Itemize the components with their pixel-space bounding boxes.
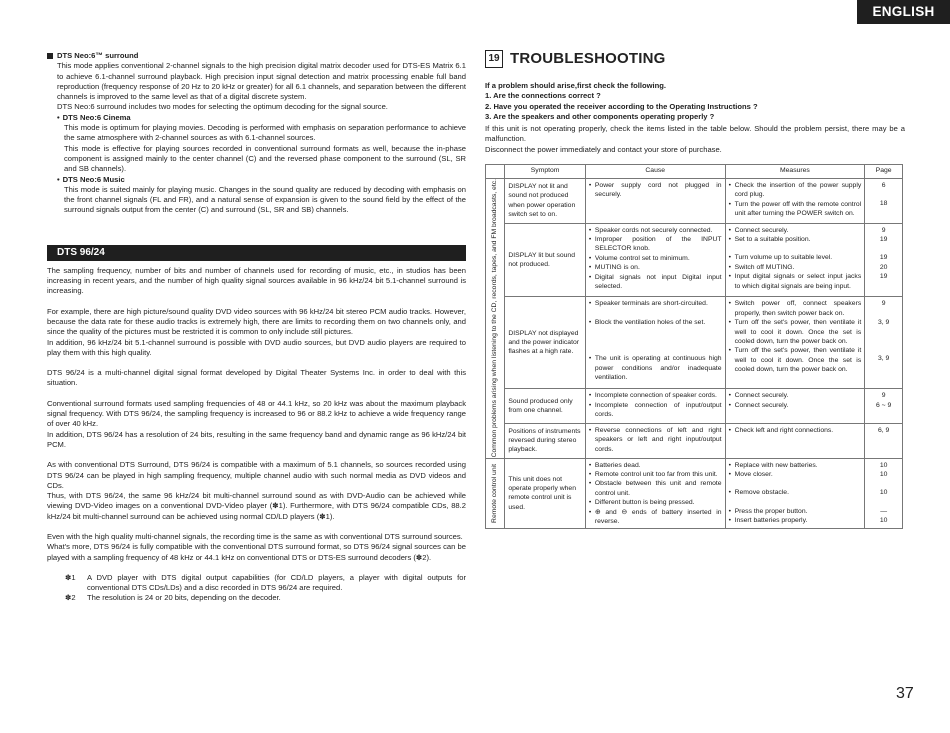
cinema-paragraph: This mode is effective for playing sources recorded in conventional surround formats as well, because the in-phase component is assigned mainly to the center channel (C) and the reversed phase component to the surround (SL, SR and SB channels). (64, 143, 466, 174)
cause-cell (585, 423, 725, 458)
cause-item: • Digital signals not input Digital input selected. (589, 273, 722, 292)
dts-paragraph: As with conventional DTS Surround, DTS 96/24 is compatible with a maximum of 5.1 channels, so sources recorded using DTS 96/24 can be played in high sampling frequency, multiple channel audio with such normal media as DVD videos and CDs. (47, 460, 466, 490)
dts-paragraph: Even with the high quality multi-channel signals, the recording time is the same as with conventional DTS surround sources. (47, 531, 463, 541)
table-header-row (486, 165, 903, 179)
footnote-mark: ✽2 (65, 593, 76, 603)
ts-paragraph: Disconnect the power immediately and contact your store of purchase. (485, 144, 722, 154)
page-cell (865, 389, 903, 424)
cause-item: • Volume control set to minimum. (589, 254, 722, 263)
page-ref: 6 ~ 9 (875, 401, 892, 409)
neo6-music-heading: • DTS Neo:6 Music (57, 174, 125, 184)
cause-item: • MUTING is on. (589, 263, 722, 272)
cause-cell (585, 297, 725, 389)
measures-cell (725, 389, 865, 424)
page-ref: 9 (881, 392, 886, 400)
neo6-title: DTS Neo:6™ surround (57, 51, 139, 60)
cinema-paragraph: This mode is optimum for playing movies. Decoding is performed with emphasis on separation performance to achieve the same atmosphere with 2-channel sources as with 6.1-channel sources. (64, 123, 466, 143)
footnote-text: The resolution is 24 or 20 bits, depending on the decoder. (87, 593, 281, 603)
dts-paragraph: What's more, DTS 96/24 is fully compatible with the conventional DTS surround format, so DTS 96/24 signal sources can be played with a sampling frequency of 48 kHz or 44.1 kHz on conventional DTS or DTS-ES surround decoders (✽2). (47, 542, 466, 562)
cause-item: • Improper position of the INPUT SELECTOR knob. (589, 235, 722, 254)
check-intro: If a problem should arise,first check the following. (485, 81, 667, 90)
measures-cell (725, 297, 865, 389)
measure-item: • Turn the power off with the remote control unit after turning the POWER switch on. (729, 200, 862, 219)
table-row (486, 458, 903, 529)
measure-item: • Connect securely. (729, 226, 862, 235)
measures-cell (725, 458, 865, 529)
measure-item: • Set to a suitable position. (729, 235, 862, 244)
neo6-paragraph: DTS Neo:6 surround includes two modes for selecting the optimum decoding for the signal source. (57, 102, 388, 112)
cause-cell (585, 223, 725, 297)
cause-cell (585, 179, 725, 223)
table-header-page: Page (865, 165, 903, 179)
cause-item: • Speaker terminals are short-circuited. (589, 299, 722, 308)
dts-paragraph: In addition, DTS 96/24 has a resolution of 24 bits, resulting in the same frequency band and dynamic range as 96 kHz/24 bit PCM. (47, 429, 466, 449)
group-label: Common problems arising when listening to the CD, records, tapes, and FM broadcasts, etc. (491, 179, 499, 458)
dts-paragraph: For example, there are high picture/sound quality DVD video sources with 96 kHz/24 bit stereo PCM audio tracks. However, because the data rate for these audio tracks is extremely high, there are limits to recording them on two channels only, and since the quality of the pictures must be restricted it is common to only include still pictures. (47, 306, 466, 337)
troubleshooting-title: TROUBLESHOOTING (510, 49, 666, 67)
page-ref: 19 (879, 254, 888, 262)
table-header-cause: Cause (585, 165, 725, 179)
cause-item: • Block the ventilation holes of the set. (589, 318, 722, 327)
table-header-measures: Measures (725, 165, 865, 179)
table-header-blank (486, 165, 505, 179)
check-item: 2. Have you operated the receiver according to the Operating Instructions ? (485, 101, 758, 111)
measure-item: • Connect securely. (729, 391, 862, 400)
dts-paragraph: The sampling frequency, number of bits and number of channels used for recording of music, etc., in studios has been increasing in recent years, and the number of high quality signal sources available in 96 kHz/24 bit 5.1-channel surround is increasing. (47, 265, 466, 296)
language-tab: ENGLISH (857, 0, 950, 24)
table-row (486, 223, 903, 297)
measure-item: • Turn off the set's power, then ventilate it well to cool it down. Once the set is cooled down, turn the power back on. (729, 346, 862, 374)
check-item: 1. Are the connections correct ? (485, 91, 601, 101)
table-row (486, 179, 903, 223)
page-number: 37 (896, 685, 914, 702)
cause-item: • Incomplete connection of input/output cords. (589, 401, 722, 420)
dts-paragraph: Thus, with DTS 96/24, the same 96 kHz/24 bit multi-channel surround sound as with DVD-Audio can be achieved while viewing DVD-Video images on a conventional DVD-Video player (✽1). Furthermore, with DTS 96/24 compatible CDs, 88.2 kHz/24 bit multi-channel surround can be achieved using normal CD/LD players (✽1). (47, 491, 466, 521)
cause-cell (585, 389, 725, 424)
neo6-paragraph: This mode applies conventional 2-channel signals to the high precision digital matrix decoder used for DTS-ES Matrix 6.1 to achieve 6.1-channel surround playback. High precision input signal detection and matrix processing enable full band reproduction (frequency response of 20 Hz to 20 kHz or greater) for all 6.1 channels, and separation between the different channels is improved to the same level as that of a digital discrete system. (57, 61, 466, 102)
page-ref: 3, 9 (877, 318, 890, 326)
measure-item: • Turn off the set's power, then ventilate it well to cool it down. Once the set is cooled down, turn the power back on. (729, 318, 862, 346)
page-ref: 6 (881, 182, 886, 190)
measure-item: • Move closer. (729, 470, 862, 479)
page-ref: 19 (879, 235, 888, 243)
page-cell (865, 179, 903, 223)
group-label: Remote control unit (491, 463, 499, 523)
table-row (486, 423, 903, 458)
symptom-cell: Sound produced only from one channel. (505, 389, 586, 424)
page-ref: 10 (879, 517, 888, 525)
footnote-mark: ✽1 (65, 572, 76, 582)
symptom-cell: DISPLAY not lit and sound not produced when power operation switch set to on. (505, 179, 586, 223)
cause-cell (585, 458, 725, 529)
cause-item: • Speaker cords not securely connected. (589, 226, 722, 235)
cause-item: • Reverse connections of left and right speakers or left and right input/output cords. (589, 426, 722, 454)
cause-item: • ⊕ and ⊖ ends of battery inserted in reverse. (589, 508, 722, 527)
right-column (485, 50, 905, 529)
dts9624-section-bar: DTS 96/24 (47, 245, 466, 261)
page-ref: 9 (881, 300, 886, 308)
measure-item: • Check the insertion of the power supply cord plug. (729, 181, 862, 200)
page-ref: 6, 9 (877, 426, 890, 434)
measure-item: • Insert batteries properly. (729, 516, 862, 525)
page-cell (865, 458, 903, 529)
footnote-text: A DVD player with DTS digital output capabilities (for CD/LD players, a player with digital outputs for conventional DTS CDs/LDs) and a disc recorded in DTS 96/24 are required. (87, 572, 466, 593)
page-cell (865, 297, 903, 389)
page-ref: 10 (879, 470, 888, 478)
table-header-symptom: Symptom (505, 165, 586, 179)
dts-paragraph: DTS 96/24 is a multi-channel digital signal format developed by Digital Theater Systems Inc. in order to deal with this situation. (47, 368, 466, 388)
measure-item: • Remove obstacle. (729, 488, 862, 497)
page-cell (865, 223, 903, 297)
page-ref: 10 (879, 489, 888, 497)
measure-item: • Input digital signals or select input jacks to which digital signals are being input. (729, 272, 862, 291)
page-ref: — (880, 507, 888, 515)
cause-item: • Different button is being pressed. (589, 498, 722, 507)
left-column (47, 51, 466, 604)
footnote (47, 593, 466, 603)
music-paragraph: This mode is suited mainly for playing music. Changes in the sound quality are reduced by decoding with emphasis on the front channel signals (FL and FR), and a natural sense of expansion is given to the sound field by the effect of the surround signals output from the center (C) and surround (SL, SR and SB) channels. (64, 184, 466, 215)
footnote (47, 573, 466, 594)
cause-item: • Power supply cord not plugged in securely. (589, 181, 722, 200)
page-ref: 18 (879, 200, 888, 208)
table-row (486, 389, 903, 424)
measure-item: • Connect securely. (729, 401, 862, 410)
cause-item: • The unit is operating at continuous high power conditions and/or inadequate ventilation. (589, 354, 722, 382)
check-item: 3. Are the speakers and other components operating properly ? (485, 111, 715, 121)
symptom-cell: DISPLAY lit but sound not produced. (505, 223, 586, 297)
cause-item: • Incomplete connection of speaker cords. (589, 391, 722, 400)
neo6-heading (47, 51, 466, 61)
measures-cell (725, 223, 865, 297)
measure-item: • Switch power off, connect speakers properly, then switch power back on. (729, 299, 862, 318)
measure-item: • Press the proper button. (729, 507, 862, 516)
neo6-cinema-title: DTS Neo:6 Cinema (62, 112, 131, 122)
cause-item: • Obstacle between this unit and remote control unit. (589, 479, 722, 498)
troubleshooting-heading (485, 50, 905, 68)
section-number-box: 19 (485, 50, 503, 68)
page-ref: 19 (879, 273, 888, 281)
measure-item: • Replace with new batteries. (729, 461, 862, 470)
table-row (486, 297, 903, 389)
neo6-cinema-heading: • DTS Neo:6 Cinema (57, 112, 131, 122)
square-bullet-icon (47, 53, 53, 59)
symptom-cell: Positions of instruments reversed during stereo playback. (505, 423, 586, 458)
page-ref: 3, 9 (877, 355, 890, 363)
measure-item: • Check left and right connections. (729, 426, 862, 435)
measure-item: • Turn volume up to suitable level. (729, 253, 862, 262)
dts-paragraph: Conventional surround formats used sampling frequencies of 48 or 44.1 kHz, so 20 kHz was about the maximum playback signal frequency. With DTS 96/24, the sampling frequency is increased to 96 or 88.2 kHz to achieve a wide frequency range of over 40 kHz. (47, 398, 466, 429)
group-label-cell (486, 458, 505, 529)
page-ref: 20 (879, 263, 888, 271)
cause-item: • Batteries dead. (589, 461, 722, 470)
symptom-cell: This unit does not operate properly when remote control unit is used. (505, 458, 586, 529)
measures-cell (725, 423, 865, 458)
troubleshooting-table (485, 164, 903, 529)
symptom-cell: DISPLAY not displayed and the power indicator flashes at a high rate. (505, 297, 586, 389)
dts-paragraph: In addition, 96 kHz/24 bit 5.1-channel surround is possible with DVD audio sources, but DVD audio players are required to play them with this high quality. (47, 337, 466, 357)
group-label-cell (486, 179, 505, 458)
page-ref: 9 (881, 226, 886, 234)
cause-item: • Remote control unit too far from this unit. (589, 470, 722, 479)
measures-cell (725, 179, 865, 223)
ts-paragraph: If this unit is not operating properly, check the items listed in the table below. Should the problem persist, there may be a malfunction. (485, 124, 905, 144)
page-ref: 10 (879, 461, 888, 469)
measure-item: • Switch off MUTING. (729, 263, 862, 272)
neo6-music-title: DTS Neo:6 Music (62, 174, 125, 184)
page-cell (865, 423, 903, 458)
